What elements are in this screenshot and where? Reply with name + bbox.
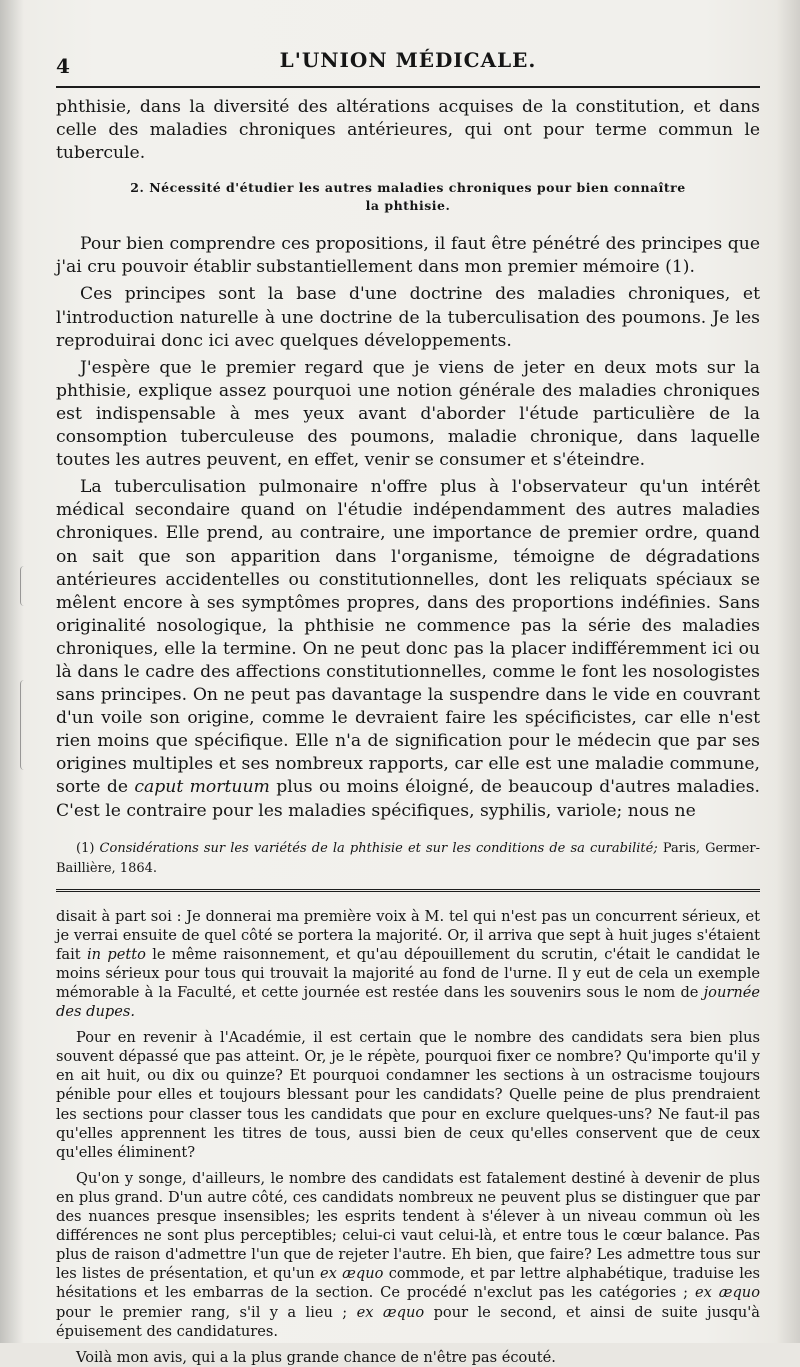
paragraph-text: commode, et par lettre alphabétique, traduise les hésitations et les embarras de la section. Ce procédé n'exclut pas les catégories ; bbox=[56, 1265, 761, 1302]
footnote bbox=[56, 839, 760, 879]
section-heading-line-1: 2. Nécessité d'étudier les autres maladies chroniques pour bien connaître bbox=[130, 180, 686, 196]
paragraph-text: pour le second, et ainsi de suite jusqu'à épuisement des candidatures. bbox=[56, 1303, 760, 1340]
paragraph-text: disait à part soi : Je donnerai ma première voix à M. tel qui n'est pas un concurrent sérieux, et je verrai ensuite de quel côté se portera la majorité. Or, il arriva que sept à huit juges s'étaient fait bbox=[56, 907, 760, 963]
page-number: 4 bbox=[56, 54, 70, 78]
paragraph bbox=[56, 476, 760, 822]
paragraph: Ces principes sont la base d'une doctrine des maladies chroniques, et l'introduction naturelle à une doctrine de la tuberculisation des poumons. Je les reproduirai donc ici avec quelques développements. bbox=[56, 284, 760, 351]
main-article bbox=[56, 96, 760, 823]
left-edge-shadow bbox=[0, 0, 24, 1343]
feuilleton-section bbox=[56, 907, 760, 1367]
section-heading bbox=[56, 179, 760, 215]
italic-phrase: ex æquo bbox=[319, 1265, 384, 1283]
footnote-marker: (1) bbox=[76, 840, 95, 856]
italic-phrase: journée des dupes. bbox=[56, 984, 760, 1021]
feuilleton-paragraph: Voilà mon avis, qui a la plus grande chance de n'être pas écouté. bbox=[76, 1348, 556, 1366]
right-edge-shadow bbox=[776, 0, 800, 1343]
section-heading-line-2: la phthisie. bbox=[365, 198, 451, 214]
header-rule bbox=[56, 86, 760, 88]
opening-paragraph: phthisie, dans la diversité des altérations acquises de la constitution, et dans celle des maladies chroniques antérieures, qui ont pour terme commun le tubercule. bbox=[56, 97, 760, 164]
feuilleton-separator bbox=[56, 889, 760, 895]
paragraph-text: pour le premier rang, s'il y a lieu ; bbox=[56, 1303, 348, 1321]
page-header bbox=[56, 48, 760, 80]
paragraph-text: le même raisonnement, et qu'au dépouillement du scrutin, c'était le candidat le moins sérieux pour tous qui trouvait la majorité au fond de l'urne. Il y eut de cela un exemple mémorable à la Faculté, et cette journée est restée dans les souvenirs sous le nom de bbox=[56, 945, 760, 1001]
italic-phrase: ex æquo bbox=[694, 1284, 760, 1302]
margin-pencil-mark bbox=[20, 566, 31, 606]
italic-phrase: in petto bbox=[86, 945, 146, 963]
latin-phrase: caput mortuum bbox=[134, 777, 270, 798]
paragraph-text: Qu'on y songe, d'ailleurs, le nombre des candidats est fatalement destiné à devenir de plus en plus grand. D'un autre côté, ces candidats nombreux ne peuvent plus se distinguer que par des nuances presque insensibles; les esprits tendent à s'élever à un niveau commun où les différences ne sont plus perceptibles; celui-ci vaut celui-là, et entre tous le cœur balance. Pas plus de raison d'admettre l'un que de rejeter l'autre. Eh bien, que faire? Les admettre tous sur les listes de présentation, et qu'un bbox=[56, 1169, 760, 1283]
paragraph: J'espère que le premier regard que je viens de jeter en deux mots sur la phthisie, explique assez pourquoi une notion générale des maladies chroniques est indispensable à mes yeux avant d'aborder l'étude particulière de la consomption tuberculeuse des poumons, maladie chronique, dans laquelle toutes les autres peuvent, en effet, venir se consumer et s'éteindre. bbox=[56, 357, 760, 471]
footnote-publisher: Paris, Germer-Baillière, 1864. bbox=[56, 840, 760, 876]
feuilleton-paragraph: Pour en revenir à l'Académie, il est certain que le nombre des candidats sera bien plus souvent dépassé que pas atteint. Or, je le répète, pourquoi fixer ce nombre? Qu'importe qu'il y en ait huit, ou dix ou quinze? Et pourquoi condamner les sections à un ostracisme toujours pénible pour elles et toujours blessant pour les candidats? Quelle peine de plus prendraient les sections pour classer tous les candidats que pour en exclure quelques-uns? Ne faut-il pas qu'elles apprennent les titres de tous, aussi bien de ceux qu'elles conservent que de ceux qu'elles éliminent? bbox=[56, 1029, 760, 1161]
paragraph: Pour bien comprendre ces propositions, il faut être pénétré des principes que j'ai cru pouvoir établir substantiellement dans mon premier mémoire (1). bbox=[56, 234, 760, 278]
margin-pencil-mark bbox=[20, 680, 31, 770]
paragraph-text: plus ou moins éloigné, de beaucoup d'autres maladies. C'est le contraire pour les maladies spécifiques, syphilis, variole; nous ne bbox=[56, 777, 760, 821]
feuilleton-paragraph bbox=[56, 907, 760, 1022]
feuilleton-paragraph bbox=[56, 1169, 760, 1341]
footnote-title: Considérations sur les variétés de la phthisie et sur les conditions de sa curabilité; bbox=[99, 840, 658, 856]
paragraph-text: La tuberculisation pulmonaire n'offre plus à l'observateur qu'un intérêt médical secondaire quand on l'étudie indépendamment des autres maladies chroniques. Elle prend, au contraire, une importance de premier ordre, quand on sait que son apparition dans l'organisme, témoigne de dégradations antérieures accidentelles ou constitutionnelles, dont les reliquats spéciaux se mêlent encore à ses symptômes propres, dans des proportions indéfinies. Sans originalité nosologique, la phthisie ne commence pas la série des maladies chroniques, elle la termine. On ne peut donc pas la placer indifféremment ici ou là dans le cadre des affections constitutionnelles, comme le font les nosologistes sans principes. On ne peut pas davantage la suspendre dans le vide en couvrant d'un voile son origine, comme le devraient faire les spécificistes, car elle n'est rien moins que spécifique. Elle n'a de signification pour le médecin que par ses origines multiples et ses nombreux rapports, car elle est une maladie commune, sorte de bbox=[56, 477, 760, 798]
running-title: L'UNION MÉDICALE. bbox=[279, 48, 537, 72]
italic-phrase: ex æquo bbox=[356, 1303, 425, 1321]
